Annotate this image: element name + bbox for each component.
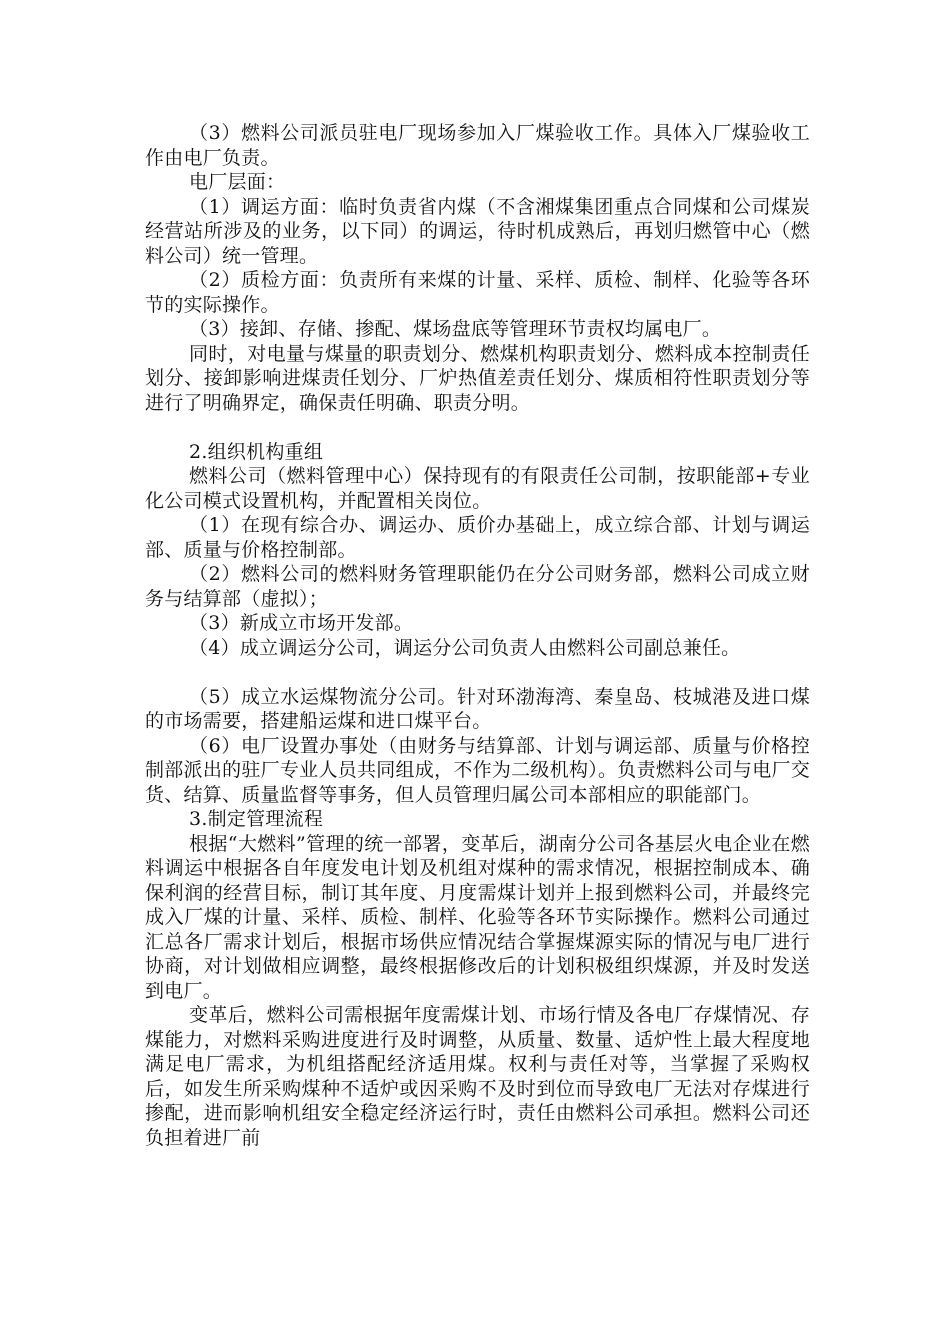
section-heading: 3.制定管理流程 — [189, 808, 324, 830]
paragraph: （4）成立调运分公司，调运分公司负责人由燃料公司副总兼任。 — [189, 636, 741, 659]
paragraph: （3）接卸、存储、掺配、煤场盘底等管理环节责权均属电厂。 — [189, 318, 722, 340]
paragraph: 同时，对电量与煤量的职责划分、燃煤机构职责划分、燃料成本控制责任划分、接卸影响进煤责任划分、厂炉热值差责任划分、煤质相符性职责划分等进行了明确界定，确保责任明确、职责分明。 — [145, 342, 810, 414]
paragraph: （5）成立水运煤物流分公司。针对环渤海湾、秦皇岛、枝城港及进口煤的市场需要，搭建船运煤和进口煤平台。 — [145, 685, 810, 732]
paragraph: （2）燃料公司的燃料财务管理职能仍在分公司财务部，燃料公司成立财务与结算部（虚拟）； — [145, 563, 810, 610]
paragraph: （1）调运方面：临时负责省内煤（不含湘煤集团重点合同煤和公司煤炭经营站所涉及的业务，以下同）的调运，待时机成熟后，再划归燃管中心（燃料公司）统一管理。 — [145, 195, 810, 267]
blank-line — [145, 415, 810, 440]
paragraph: （2）质检方面：负责所有来煤的计量、采样、质检、制样、化验等各环节的实际操作。 — [145, 269, 810, 316]
paragraph: （3）燃料公司派员驻电厂现场参加入厂煤验收工作。具体入厂煤验收工作由电厂负责。 — [145, 122, 810, 169]
paragraph: 燃料公司（燃料管理中心）保持现有的有限责任公司制，按职能部+专业化公司模式设置机构，并配置相关岗位。 — [145, 465, 810, 512]
blank-line — [145, 660, 810, 685]
paragraph: 根据“大燃料”管理的统一部署，变革后，湖南分公司各基层火电企业在燃料调运中根据各自年度发电计划及机组对煤种的需求情况，根据控制成本、确保利润的经营目标，制订其年度、月度需煤计划并上报到燃料公司，并最终完成入厂煤的计量、采样、质检、制样、化验等各环节实际操作。燃料公司通过汇总各厂需求计划后，根据市场供应情况结合掌握煤源实际的情况与电厂进行协商，对计划做相应调整，最终根据修改后的计划积极组织煤源，并及时发送到电厂。 — [145, 832, 810, 1002]
paragraph: （3）新成立市场开发部。 — [189, 612, 414, 634]
document-body — [145, 121, 810, 1150]
paragraph: 变革后，燃料公司需根据年度需煤计划、市场行情及各电厂存煤情况、存煤能力，对燃料采购进度进行及时调整，从质量、数量、适炉性上最大程度地满足电厂需求，为机组搭配经济适用煤。权利与责任对等，当掌握了采购权后，如发生所采购煤种不适炉或因采购不及时到位而导致电厂无法对存煤进行掺配，进而影响机组安全稳定经济运行时，责任由燃料公司承担。燃料公司还负担着进厂前 — [145, 1004, 810, 1149]
section-heading: 2.组织机构重组 — [189, 440, 324, 463]
paragraph: （6）电厂设置办事处（由财务与结算部、计划与调运部、质量与价格控制部派出的驻厂专业人员共同组成，不作为二级机构）。负责燃料公司与电厂交货、结算、质量监督等事务，但人员管理归属公司本部相应的职能部门。 — [145, 734, 810, 806]
paragraph: （1）在现有综合办、调运办、质价办基础上，成立综合部、计划与调运部、质量与价格控制部。 — [145, 514, 810, 561]
section-label: 电厂层面： — [189, 171, 286, 193]
